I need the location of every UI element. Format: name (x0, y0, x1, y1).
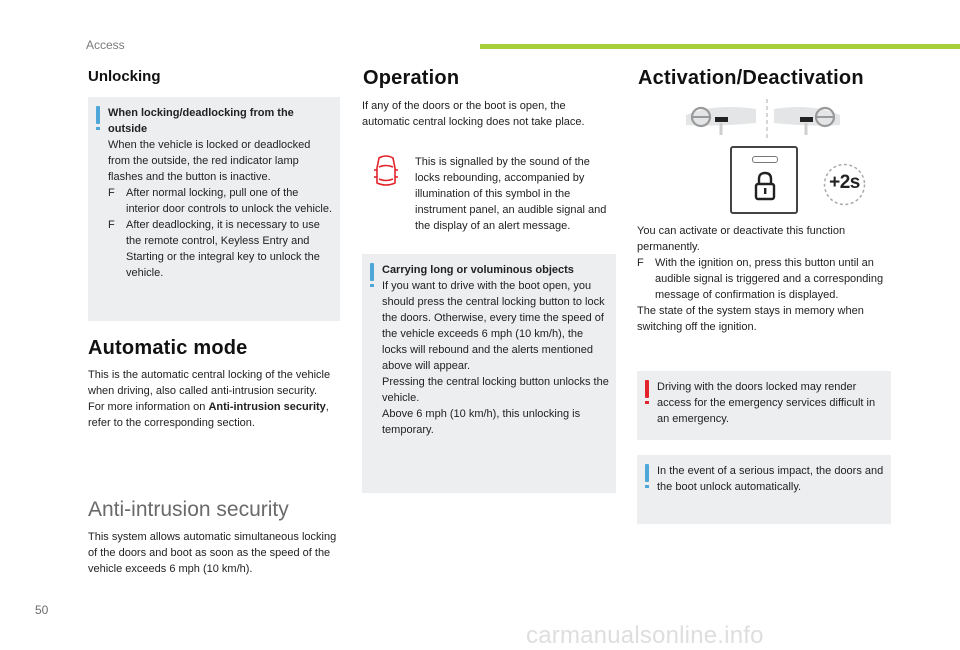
unlocking-box-heading: When locking/deadlocking from the outside (108, 107, 294, 135)
unlocking-title: Unlocking (88, 68, 161, 85)
bullet-icon: F (108, 219, 115, 231)
info-icon (370, 263, 374, 281)
list-item: F After normal locking, pull one of the interior door controls to unlock the vehicle. (108, 187, 333, 215)
anti-intrusion-title: Anti-intrusion security (88, 498, 289, 521)
section-accent-bar (480, 44, 960, 49)
signal-text: This is signalled by the sound of the locks rebounding, accompanied by illumination of this symbol in the instrument panel, an audible signal and the display of an alert message. (415, 156, 607, 232)
bullet-icon: F (637, 257, 644, 269)
anti-intrusion-text: This system allows automatic simultaneous locking of the doors and boot as soon as the speed of the vehicle exceeds 6 mph (10 km/h). (88, 531, 337, 575)
anti-intrusion-link: Anti-intrusion security (208, 401, 326, 413)
warning-text: Driving with the doors locked may render access for the emergency services difficult in an emergency. (657, 381, 876, 425)
central-locking-button (730, 146, 798, 214)
list-item: F With the ignition on, press this button until an audible signal is triggered and a corresponding message of confirmation is displayed. (637, 257, 884, 301)
impact-info-box (637, 455, 891, 524)
bullet-icon: F (108, 187, 115, 199)
activation-text: You can activate or deactivate this function permanently. F With the ignition on, press this button until an audible signal is triggered and a corresponding message of confirmation is displayed. The state of the system stays in memory when switching off the ignition. (637, 223, 889, 335)
padlock-icon (753, 171, 777, 201)
carrying-box-text: If you want to drive with the boot open, you should press the central locking button to lock the doors. Otherwise, every time the speed of the vehicle exceeds 6 mph (10 km/h), the locks will rebound and the alerts mentioned above will appear. (382, 280, 605, 372)
unlocking-info-box (88, 97, 340, 321)
automatic-mode-text: This is the automatic central locking of the vehicle when driving, also called anti-intrusion security. For more information on Anti-intrusion security, refer to the corresponding section. (88, 369, 331, 429)
carrying-box-text-2: Pressing the central locking button unlocks the vehicle. (382, 376, 609, 404)
automatic-mode-title: Automatic mode (88, 337, 248, 359)
press-hold-2s-icon (822, 162, 867, 207)
activation-title: Activation/Deactivation (638, 67, 864, 89)
hold-duration-badge: +2s (829, 172, 860, 193)
carrying-box-heading: Carrying long or voluminous objects (382, 264, 574, 276)
watermark: carmanualsonline.info (526, 622, 764, 649)
section-label: Access (86, 38, 125, 52)
indicator-lamp-icon (752, 156, 778, 163)
car-lock-alert-icon (371, 153, 401, 193)
warning-box (637, 371, 891, 440)
page-number: 50 (35, 603, 49, 617)
operation-title: Operation (363, 67, 460, 89)
warning-icon (645, 380, 649, 398)
info-icon (645, 464, 649, 482)
list-item: F After deadlocking, it is necessary to use the remote control, Keyless Entry and Starting or the integral key to unlock the vehicle. (108, 219, 320, 279)
unlocking-box-text: When the vehicle is locked or deadlocked from the outside, the red indicator lamp flashes and the button is inactive. (108, 139, 311, 183)
operation-text: If any of the doors or the boot is open, the automatic central locking does not take place. (362, 100, 585, 128)
impact-info-text: In the event of a serious impact, the doors and the boot unlock automatically. (657, 465, 884, 493)
carrying-objects-info-box (362, 254, 616, 493)
carrying-box-text-3: Above 6 mph (10 km/h), this unlocking is temporary. (382, 408, 581, 436)
dashboard-position-illustration (684, 99, 842, 141)
info-icon (96, 106, 100, 124)
